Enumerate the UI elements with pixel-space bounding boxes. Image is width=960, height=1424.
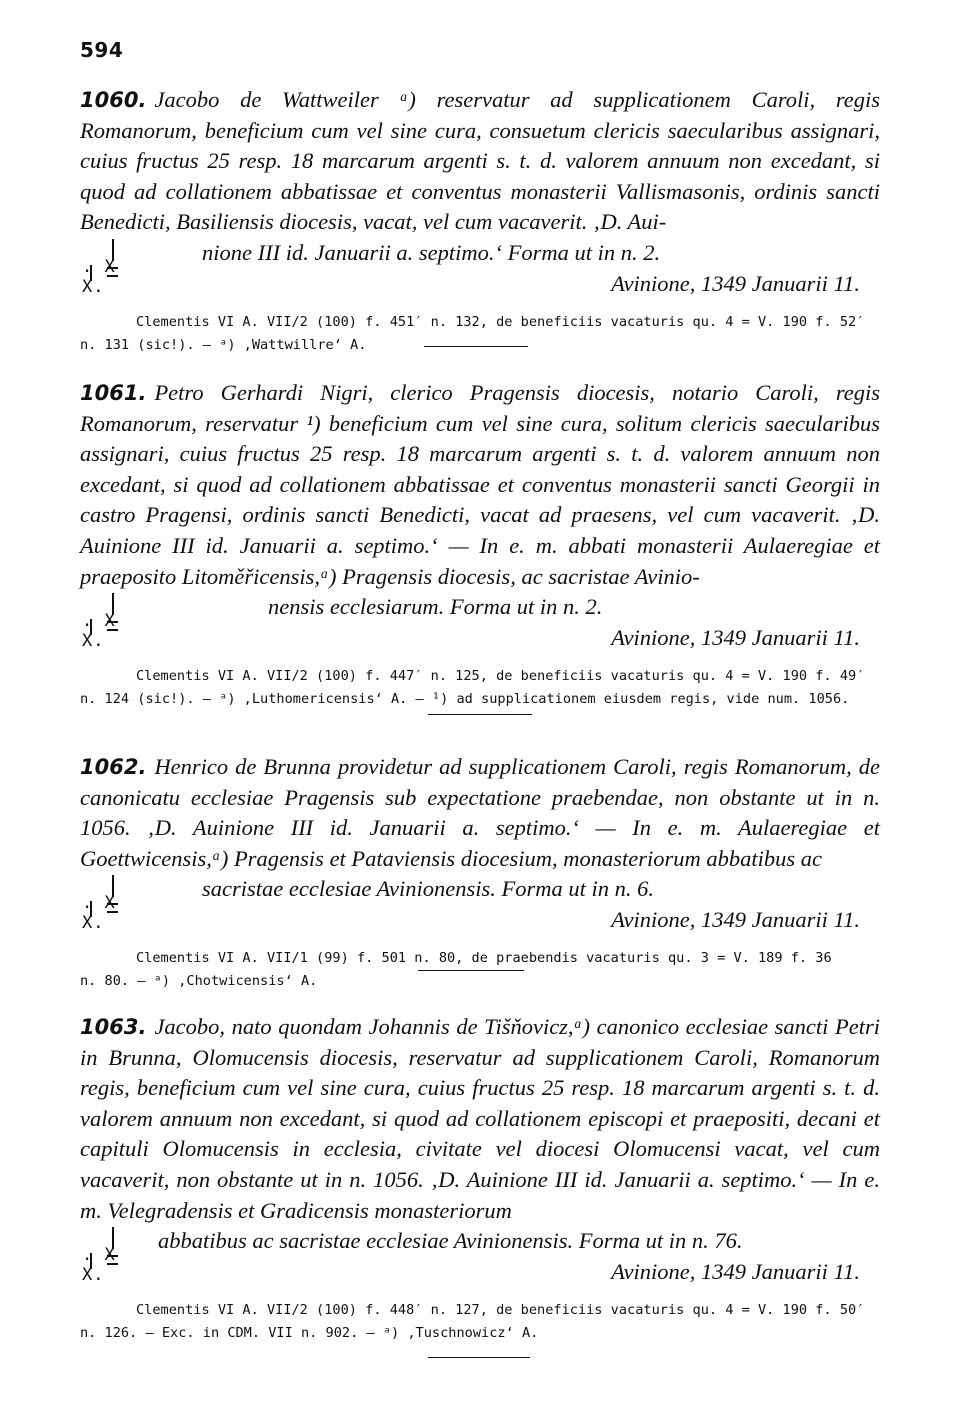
- entry-number: 1061.: [80, 381, 147, 405]
- source-citation: Clementis VI A. VII/2 (100) f. 451′ n. 132, de beneficiis vacaturis qu. 4 = V. 190 f. 52′ n. 131 (sic!). — ᵃ) ‚Wattwillre‘ A.: [80, 313, 865, 353]
- date-row: [80, 1244, 880, 1299]
- entry-1060: [80, 85, 880, 357]
- separator-line: [424, 346, 528, 347]
- entry-number: 1063.: [80, 1015, 147, 1039]
- regnal-numeral-mark: . X X.: [82, 1227, 142, 1285]
- separator-line: [418, 970, 524, 971]
- entry-body: Petro Gerhardi Nigri, clerico Pragensis diocesis, notario Caroli, regis Romanorum, reservatur ¹) beneficium cum vel sine cura, solitum clericis saecularibus assignari, cuius fructus 25 resp. 18 marcarum argenti s. t. d. valorem annuum non excedant, si quod ad collationem abbatissae et conventus monasterii sancti Georgii in castro Pragensi, ordinis sancti Benedicti, vacat ad praesens, vel cum vacaverit. ‚D. Auinione III id. Januarii a. septimo.‘ — In e. m. abbati monasterii Aulaeregiae et praeposito Litoměřicensis,ᵃ) Pragensis diocesis, ac sacristae Avinio-: [80, 380, 880, 589]
- entry-1063: [80, 1012, 880, 1345]
- entry-date: Avinione, 1349 Januarii 11.: [611, 270, 860, 296]
- entry-tail: sacristae ecclesiae Avinionensis. Forma ut in n. 6.: [202, 876, 655, 902]
- entry-date: Avinione, 1349 Januarii 11.: [611, 1258, 860, 1284]
- source-citation: Clementis VI A. VII/1 (99) f. 501 n. 80, de praebendis vacaturis qu. 3 = V. 189 f. 36 n. 80. — ᵃ) ‚Chotwicensis‘ A.: [80, 949, 832, 989]
- regnal-numeral-mark: . X X.: [82, 239, 142, 297]
- entry-body: Jacobo, nato quondam Johannis de Tišňovicz,ᵃ) canonico ecclesiae sancti Petri in Brunna, Olomucensis diocesis, reservatur ad supplicationem Caroli, Romanorum regis, beneficium cum vel sine cura, cuius fructus 25 resp. 18 marcarum argenti s. t. d. valorem annuum non excedant, si quod ad collationem episcopi et praepositi, decani et capituli Olomucensis in ecclesia, civitate vel diocesi Olomucensi vacat, vel cum vacaverit, non obstante ut in n. 1056. ‚D. Auinione III id. Januarii a. septimo.‘ — In e. m. Velegradensis et Gradicensis monasteriorum: [80, 1014, 880, 1223]
- entry-body: Jacobo de Wattweiler ᵃ) reservatur ad supplicationem Caroli, regis Romanorum, beneficium cum vel sine cura, consuetum clericis saecularibus assignari, cuius fructus 25 resp. 18 marcarum argenti s. t. d. valorem annuum non excedant, si quod ad collationem abbatissae et conventus monasterii Vallismasonis, ordinis sancti Benedicti, Basiliensis diocesis, vacat, vel cum vacaverit. ‚D. Aui-: [80, 87, 880, 235]
- entry-1061: [80, 378, 880, 711]
- regnal-numeral-mark: . X X.: [82, 875, 142, 933]
- page-number: 594: [80, 38, 124, 62]
- entry-body: Henrico de Brunna providetur ad supplicationem Caroli, regis Romanorum, de canonicatu ecclesiae Pragensis sub expectatione praebendae, non obstante ut in n. 1056. ‚D. Auinione III id. Januarii a. septimo.‘ — In e. m. Aulaeregiae et Goettwicensis,ᵃ) Pragensis et Pataviensis diocesium, monasteriorum abbatibus ac: [80, 754, 880, 871]
- date-row: [80, 256, 880, 311]
- source-citation: Clementis VI A. VII/2 (100) f. 448′ n. 127, de beneficiis vacaturis qu. 4 = V. 190 f. 50′ n. 126. — Exc. in CDM. VII n. 902. — ᵃ) ‚Tuschnowicz‘ A.: [80, 1301, 865, 1341]
- entry-number: 1062.: [80, 755, 147, 779]
- entry-date: Avinione, 1349 Januarii 11.: [611, 624, 860, 650]
- date-row: [80, 610, 880, 665]
- entry-tail: nione III id. Januarii a. septimo.‘ Forma ut in n. 2.: [202, 239, 661, 265]
- entry-tail: nensis ecclesiarum. Forma ut in n. 2.: [268, 594, 603, 620]
- separator-line: [428, 1357, 530, 1358]
- date-row: [80, 892, 880, 947]
- entry-number: 1060.: [80, 88, 147, 112]
- regnal-numeral-mark: . X X.: [82, 593, 142, 651]
- source-citation: Clementis VI A. VII/2 (100) f. 447′ n. 125, de beneficiis vacaturis qu. 4 = V. 190 f. 49′ n. 124 (sic!). — ᵃ) ‚Luthomericensis‘ A. — ¹) ad supplicationem eiusdem regis, vide num. 1056.: [80, 667, 865, 707]
- entry-date: Avinione, 1349 Januarii 11.: [611, 906, 860, 932]
- separator-line: [428, 714, 532, 715]
- entry-1062: [80, 752, 880, 993]
- entry-tail: abbatibus ac sacristae ecclesiae Avinionensis. Forma ut in n. 76.: [158, 1228, 743, 1254]
